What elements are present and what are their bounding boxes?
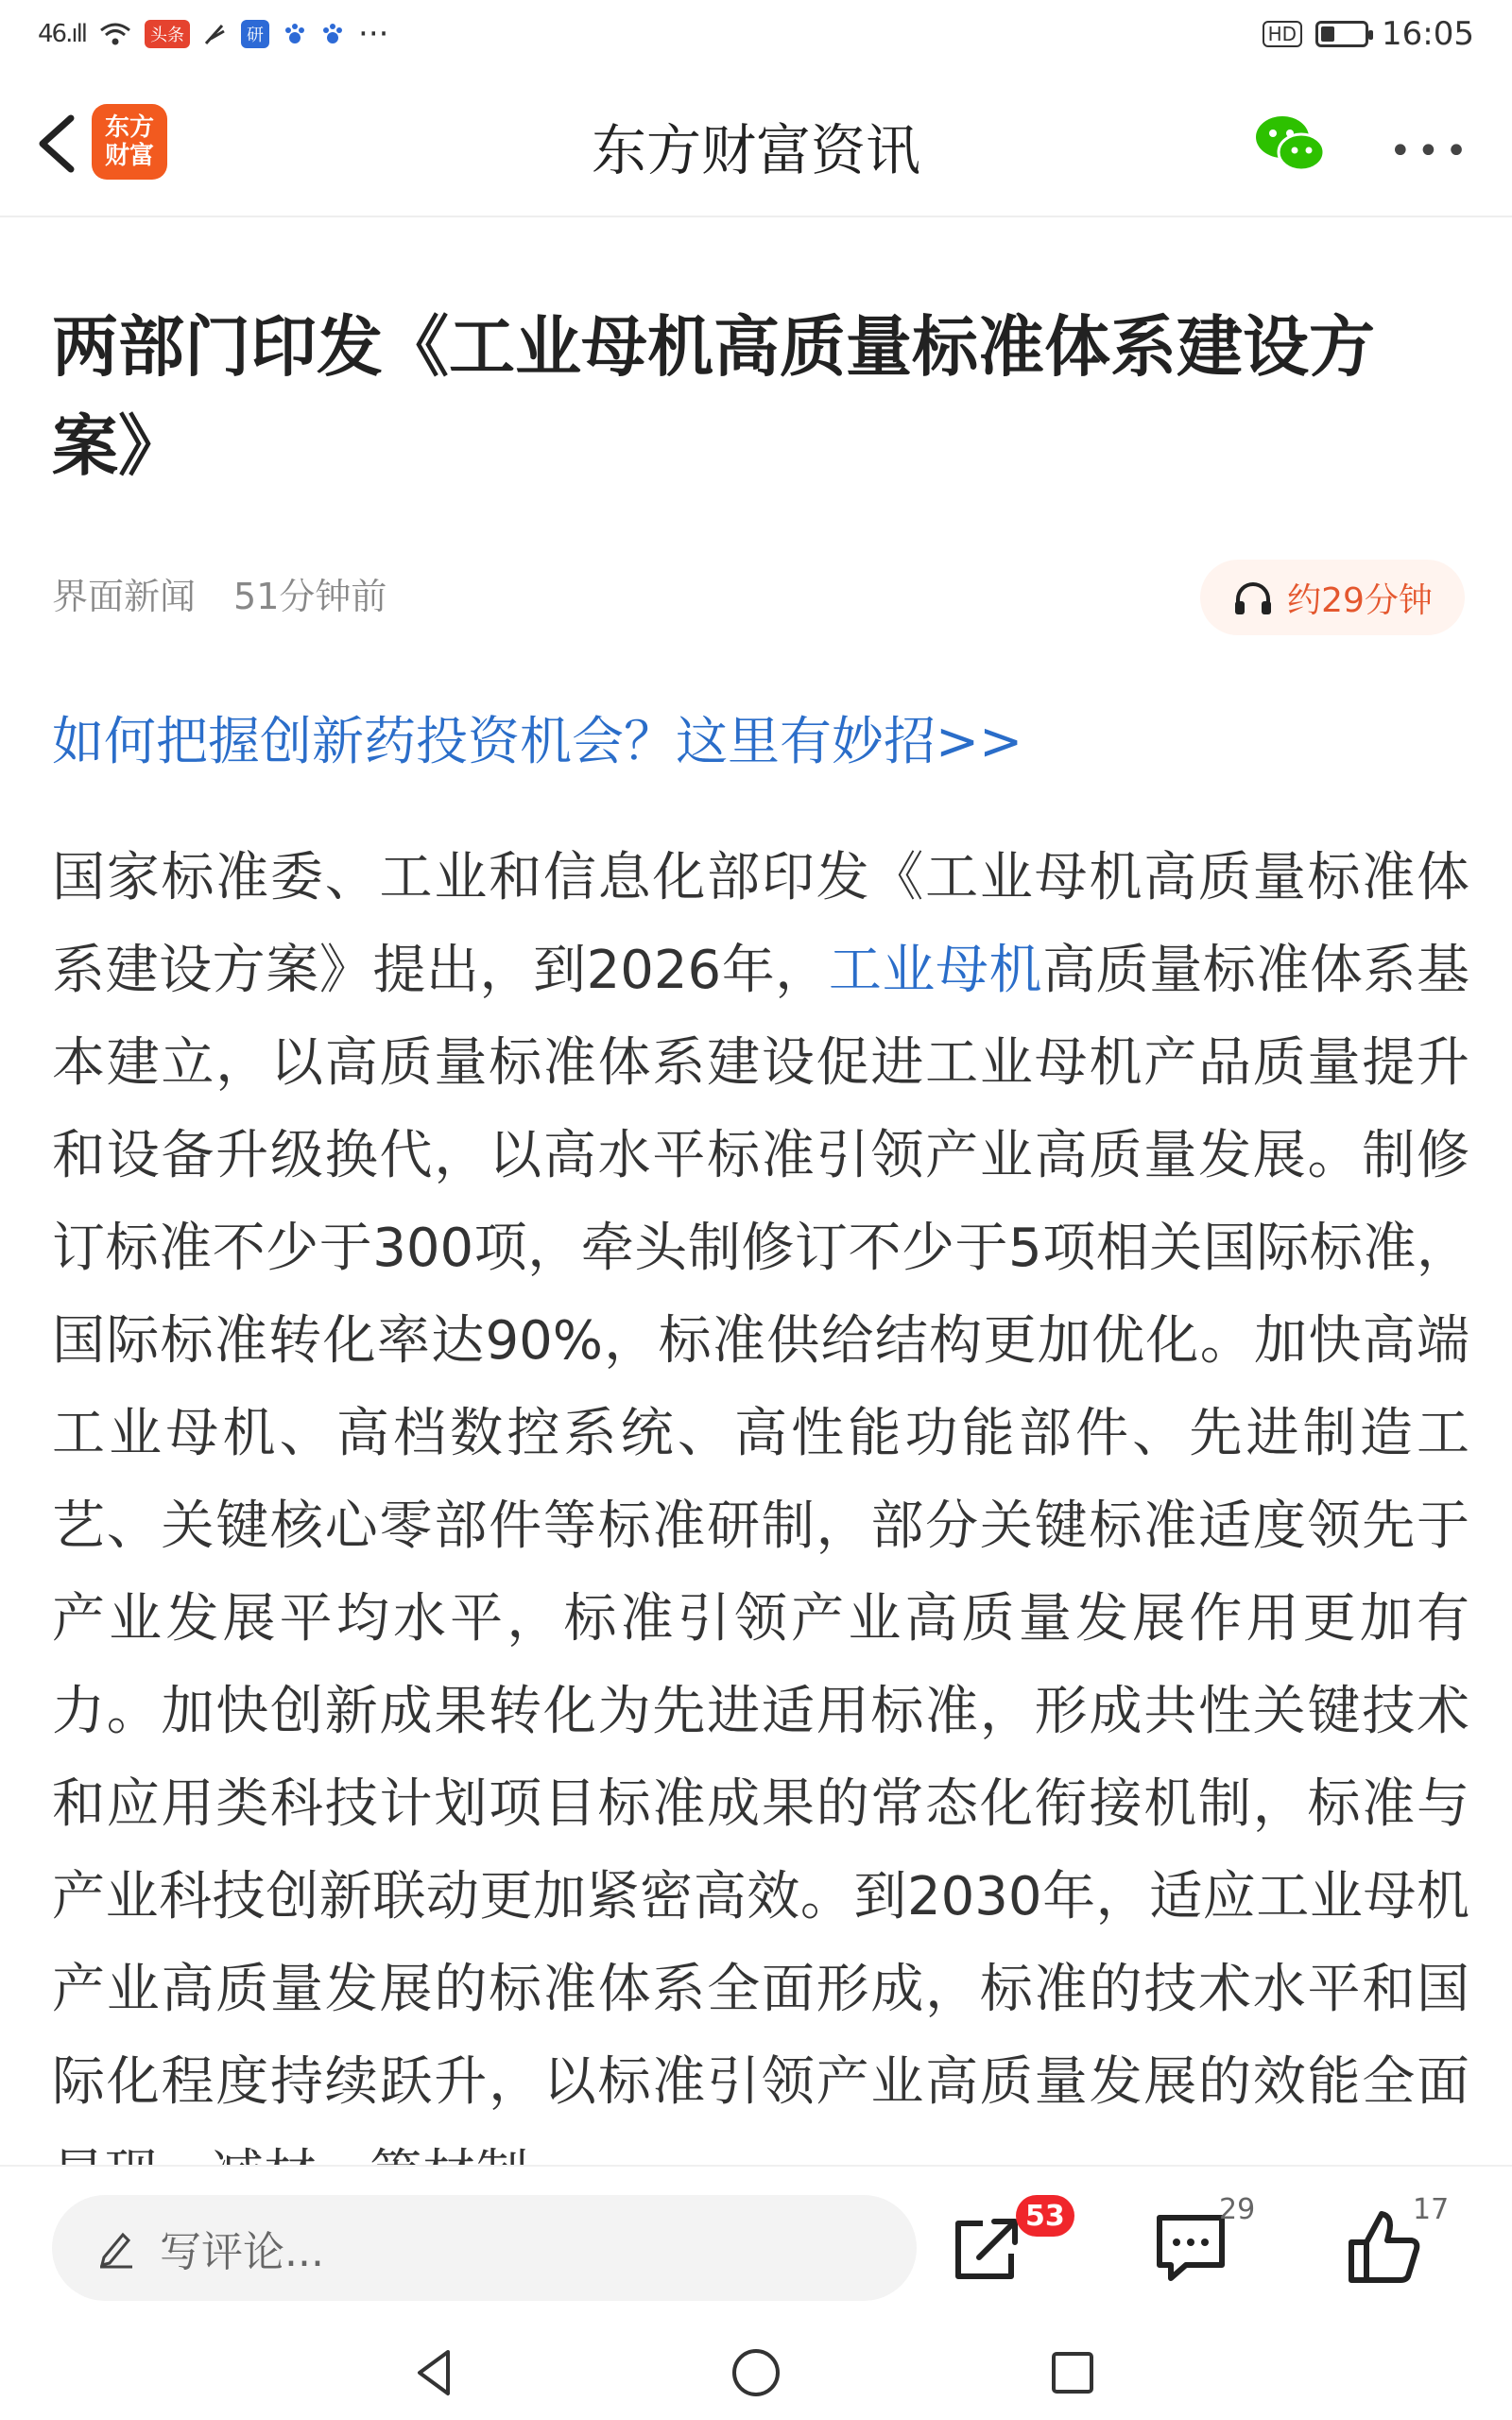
back-arrow-icon[interactable] bbox=[28, 111, 85, 177]
wechat-share-icon[interactable] bbox=[1252, 111, 1328, 177]
status-right bbox=[1263, 15, 1474, 53]
research-icon: 研 bbox=[241, 20, 269, 48]
nav-back-icon[interactable] bbox=[406, 2344, 463, 2401]
status-bar bbox=[0, 0, 1512, 68]
comment-placeholder: 写评论... bbox=[160, 2228, 324, 2276]
headphones-icon bbox=[1232, 579, 1274, 616]
wifi-icon bbox=[99, 21, 131, 47]
paw-icon-2 bbox=[320, 22, 345, 46]
toutiao-icon: 头条 bbox=[145, 20, 190, 48]
body-text-part1: 国家标准委、工业和信息化部印发《工业母机高质量标准体系建设方案》提出，到2026年， bbox=[52, 847, 1469, 1001]
article-meta bbox=[52, 567, 387, 619]
listen-duration: 约29分钟 bbox=[1287, 580, 1433, 620]
app-logo[interactable]: 东方财富 bbox=[92, 104, 167, 180]
app-header bbox=[0, 68, 1512, 217]
like-count: 17 bbox=[1413, 2193, 1450, 2226]
nav-home-icon[interactable] bbox=[728, 2344, 784, 2401]
article-title: 两部门印发《工业母机高质量标准体系建设方案》 bbox=[52, 308, 1375, 485]
comment-count: 29 bbox=[1219, 2193, 1256, 2226]
keyword-link[interactable]: 工业母机 bbox=[828, 940, 1043, 1001]
status-left bbox=[38, 15, 388, 53]
more-options-icon[interactable]: ••• bbox=[1389, 130, 1473, 173]
article-time: 51分钟前 bbox=[233, 576, 387, 617]
body-text-part2: 高质量标准体系基本建立，以高质量标准体系建设促进工业母机产品质量提升和设备升级换代，以高水平标准引领产业高质量发展。制修订标准不少于300项，牵头制修订不少于5项相关国际标准，国际标准转化率达90%，标准供给结构更加优化。加快高端工业母机、高档数控系统、高性能功能部件、先进制造工艺、关键核心零部件等标准研制，部分关键标准适度领先于产业发展平均水平，标准引领产业高质量发展作用更加有力。加快创新成果转化为先进适用标准，形成共性关键技术和应用类科技计划项目标准成果的常态化衔接机制，标准与产业科技创新联动更加紧密高效。到2030年，适应工业母机产业高质量发展的标准体系全面形成，标准的技术水平和国际化程度持续跃升，以标准引领产业高质量发展的效能全面 bbox=[52, 940, 1470, 2113]
article-source: 界面新闻 bbox=[52, 576, 197, 617]
header-title: 东方财富资讯 bbox=[591, 118, 920, 182]
comment-input[interactable] bbox=[52, 2195, 917, 2301]
share-count-badge: 53 bbox=[1016, 2195, 1074, 2237]
hd-icon: HD bbox=[1263, 21, 1302, 47]
bottom-action-bar bbox=[0, 2165, 1512, 2325]
system-nav-bar bbox=[0, 2325, 1512, 2420]
promo-link[interactable]: 如何把握创新药投资机会？这里有妙招>> bbox=[52, 711, 1023, 771]
paw-icon bbox=[283, 22, 307, 46]
battery-icon bbox=[1315, 21, 1368, 47]
feather-icon bbox=[203, 22, 228, 46]
article-body bbox=[52, 832, 1469, 2155]
more-notifications-icon: ··· bbox=[358, 15, 389, 53]
pencil-icon bbox=[94, 2227, 136, 2269]
nav-recents-icon[interactable] bbox=[1044, 2344, 1101, 2401]
clock: 16:05 bbox=[1382, 15, 1474, 53]
signal-icon: 46.ıll bbox=[38, 20, 87, 48]
listen-button[interactable] bbox=[1200, 560, 1465, 635]
